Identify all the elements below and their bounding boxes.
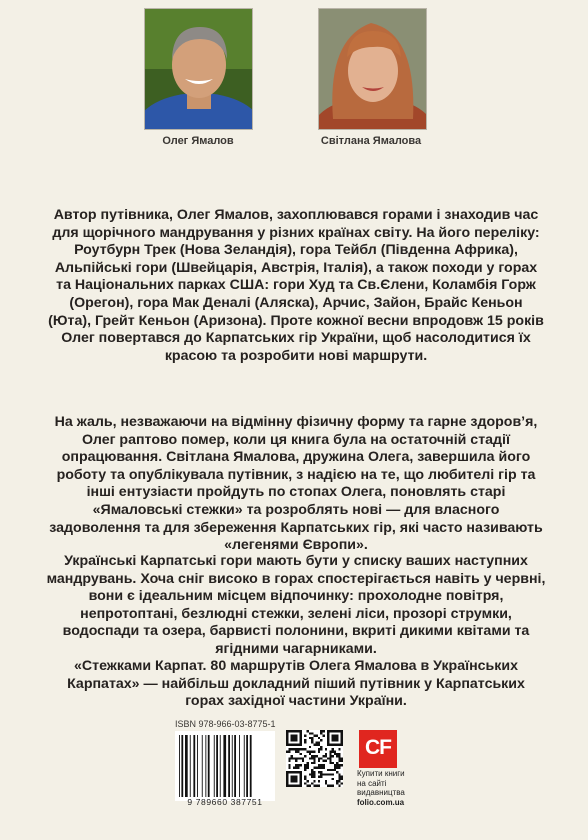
body-text: На жаль, незважаючи на відмінну фізичну форму та гарне здоров’я, Олег раптово помер, коли ця книга була на остаточній стадії опрацювання. Світлана Ямалова, дружина Олега, завершила його роботу та опублікувала путівник, з надією на те, що любителі гір та інші ентузіасти пройдуть по стопах Олега, поновлять старі «Ямаловські стежки» та розроблять нові — для власного задоволення та для збереження Карпатських гір, які часто називають «легенями Європи». [49, 414, 543, 554]
buy-books-note [357, 769, 417, 807]
publisher-logo [359, 730, 397, 768]
author-photo-oleg [144, 8, 253, 130]
carpathians-paragraph [46, 553, 546, 659]
author-name-svitlana: Світлана Ямалова [320, 135, 422, 147]
book-summary-paragraph [46, 658, 546, 711]
publisher-url[interactable]: folio.com.ua [357, 797, 405, 807]
buy-text-line: видавництва [357, 788, 405, 797]
isbn-label: ISBN 978-966-03-8775-1 [175, 719, 276, 729]
publisher-logo-text: CF [365, 736, 391, 759]
author-bio-paragraph [46, 207, 546, 365]
body-text: Автор путівника, Олег Ямалов, захоплювався горами і знаходив час для щорічного мандрування у різних країнах світу. На його переліку: Роутбурн Трек (Нова Зеландія), гора Тейбл (Південна Африка), Альпійські гори (Швейцарія, Австрія, Італія), а також походи у горах та Національних парках США: гори Худ та Св.Єлени, Коламбія Горж (Орегон), гора Мак Деналі (Аляска), Арчис, Зайон, Брайс Кеньон (Юта), Грейт Кеньон (Аризона). Проте кожної весни впродовж 15 років Олег повертався до Карпатських гір України, щоб насолодитися їх красою та розробити нові маршрути. [48, 207, 544, 364]
memorial-paragraph [46, 414, 546, 555]
body-text: Українські Карпатські гори мають бути у списку ваших наступних мандрувань. Хоча сніг високо в горах спостерігається навіть у червні, вони є ідеальним місцем відпочинку: прохолодне повітря, непротоптані, безлюдні стежки, зелені ліси, прозорі струмки, водоспади та озера, барвисті полонини, вкриті дикими квітами та ягідними чагарниками. [46, 553, 546, 657]
author-name-oleg: Олег Ямалов [162, 135, 234, 147]
buy-text-line: Купити книги [357, 769, 405, 778]
body-text: «Стежками Карпат. 80 маршрутів Олега Ямалова в Українських Карпатах» — найбільш докладний піший путівник у Карпатських горах західної частини України. [67, 658, 525, 710]
qr-code[interactable] [286, 730, 343, 787]
barcode-number: 9 789660 387751 [187, 797, 263, 807]
buy-text-line: на сайті [357, 778, 387, 788]
author-photo-svitlana [318, 8, 427, 130]
barcode [175, 731, 275, 801]
